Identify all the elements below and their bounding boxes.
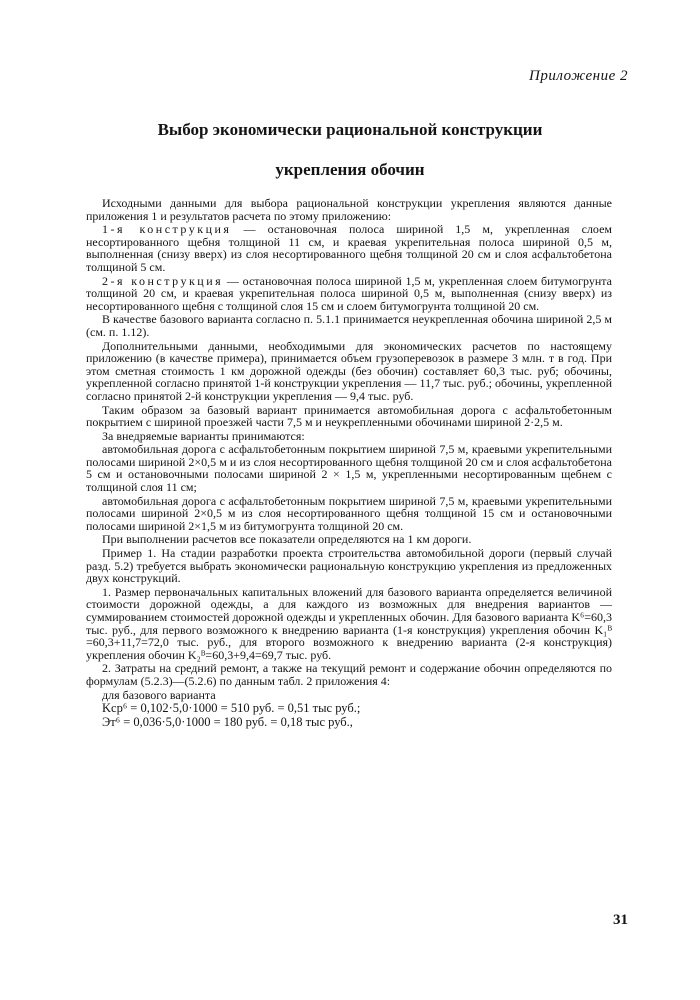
construction-1-text: остановочная полоса шириной 1,5 м, укрепленная слоем несортированного щебня толщиной 11 см, и краевая укрепительная полоса шириной 0,5 м, выполненная (снизу вверх) из слоя несортированного щебня толщиной 20 см и слоя асфальтобетона толщиной 5 см. [86, 222, 612, 274]
paragraph-base-variant-label: для базового варианта [102, 687, 216, 702]
paragraph-capital-investment: 1. Размер первоначальных капитальных вложений для базового варианта определяется величиной стоимости дорожной одежды, а для каждого из возможных для внедрения вариантов — суммированием стоимостей дорожной одежды и укрепленных обочин. Для базового варианта K⁶=60,3 тыс. руб., для первого возможного к внедрению варианта (1-я конструкция) укрепления обочин K₁ᴮ =60,3+11,7=72,0 тыс. руб., для второго возможного к внедрению варианта (2-я конструкция) укрепления обочин K₂ᴮ=60,3+9,4=69,7 тыс. руб. [86, 584, 612, 662]
paragraph-intro: Исходными данными для выбора рациональной конструкции укрепления являются данные приложения 1 и результатов расчета по этому приложению: [86, 196, 612, 223]
appendix-label: Приложение 2 [529, 68, 628, 84]
paragraph-implemented-variants: За внедряемые варианты принимаются: [102, 428, 305, 443]
body-text [86, 197, 612, 729]
paragraph-construction-1: 1-я конструкция — остановочная полоса шириной 1,5 м, укрепленная слоем несортированного щебня толщиной 11 см, и краевая укрепительная полоса шириной 0,5 м, выполненная (снизу вверх) из слоя несортированного щебня толщиной 20 см и слоя асфальтобетона толщиной 5 см. [86, 222, 612, 274]
paragraph-base-variant: В качестве базового варианта согласно п. 5.1.1 принимается неукрепленная обочина шириной 2,5 м (см. п. 1.12). [86, 312, 612, 339]
construction-1-label: 1-я конструкция [102, 222, 232, 237]
construction-2-label: 2-я конструкция [102, 273, 224, 288]
paragraph-repair-costs: 2. Затраты на средний ремонт, а также на текущий ремонт и содержание обочин определяются по формулам (5.2.3)—(5.2.6) по данным табл. 2 приложения 4: [86, 661, 612, 688]
formula-repair: Kср⁶ = 0,102·5,0·1000 = 510 руб. = 0,51 тыс руб.; [102, 701, 361, 716]
paragraph-variant-1: автомобильная дорога с асфальтобетонным покрытием шириной 7,5 м, краевыми укрепительными полосами шириной 2×0,5 м и из слоя несортированного щебня толщиной 20 см и слоя асфальтобетона 5 см и остановочными полосами шириной 2 × 1,5 м, укрепленными несортированным щебнем с толщиной слоя 11 см; [86, 442, 612, 495]
document-title: Выбор экономически рациональной конструкции [157, 120, 543, 139]
paragraph-example-1: Пример 1. На стадии разработки проекта строительства автомобильной дороги (первый случай разд. 5.2) требуется выбрать экономически рациональную конструкцию укрепления из предложенных двух конструкций. [86, 546, 612, 586]
construction-2-text: остановочная полоса шириной 1,5 м, укрепленная слоем битумогрунта толщиной 20 см, и краевая укрепительная полоса шириной 0,5 м, выполненная (снизу вверх) из несортированного щебня с толщиной слоя 15 см и слоем битумогрунта толщиной 20 см. [86, 273, 612, 313]
paragraph-construction-2: 2-я конструкция — остановочная полоса шириной 1,5 м, укрепленная слоем битумогрунта толщиной 20 см, и краевая укрепительная полоса шириной 0,5 м, выполненная (снизу вверх) из несортированного щебня с толщиной слоя 15 см и слоем битумогрунта толщиной 20 см. [86, 273, 612, 313]
formula-maintenance: Эт⁶ = 0,036·5,0·1000 = 180 руб. = 0,18 тыс руб., [102, 714, 353, 729]
document-subtitle: укрепления обочин [275, 160, 425, 179]
paragraph-variant-2: автомобильная дорога с асфальтобетонным покрытием шириной 7,5 м, краевыми укрепительными полосами шириной 2×0,5 м из слоя несортированного щебня толщиной 15 см и остановочными полосами шириной 2×1,5 м из битумогрунта толщиной 20 см. [86, 493, 612, 533]
paragraph-additional-data: Дополнительными данными, необходимыми для экономических расчетов по настоящему приложению (в качестве примера), принимается объем грузоперевозок в размере 3 млн. т в год. При этом сметная стоимость 1 км дорожной одежды (без обочин) составляет 60,3 тыс. руб; обочины, укрепленной согласно принятой 1-й конструкции укрепления — 11,7 тыс. руб.; обочины, укрепленной согласно принятой 2-й конструкции укрепления — 9,4 тыс. руб. [86, 338, 612, 403]
paragraph-base-road: Таким образом за базовый вариант принимается автомобильная дорога с асфальтобетонным покрытием с шириной проезжей части 7,5 м и неукрепленными обочинами шириной 2·2,5 м. [86, 402, 612, 430]
paragraph-per-km: При выполнении расчетов все показатели определяются на 1 км дороги. [102, 532, 472, 547]
page-number: 31 [613, 912, 628, 928]
